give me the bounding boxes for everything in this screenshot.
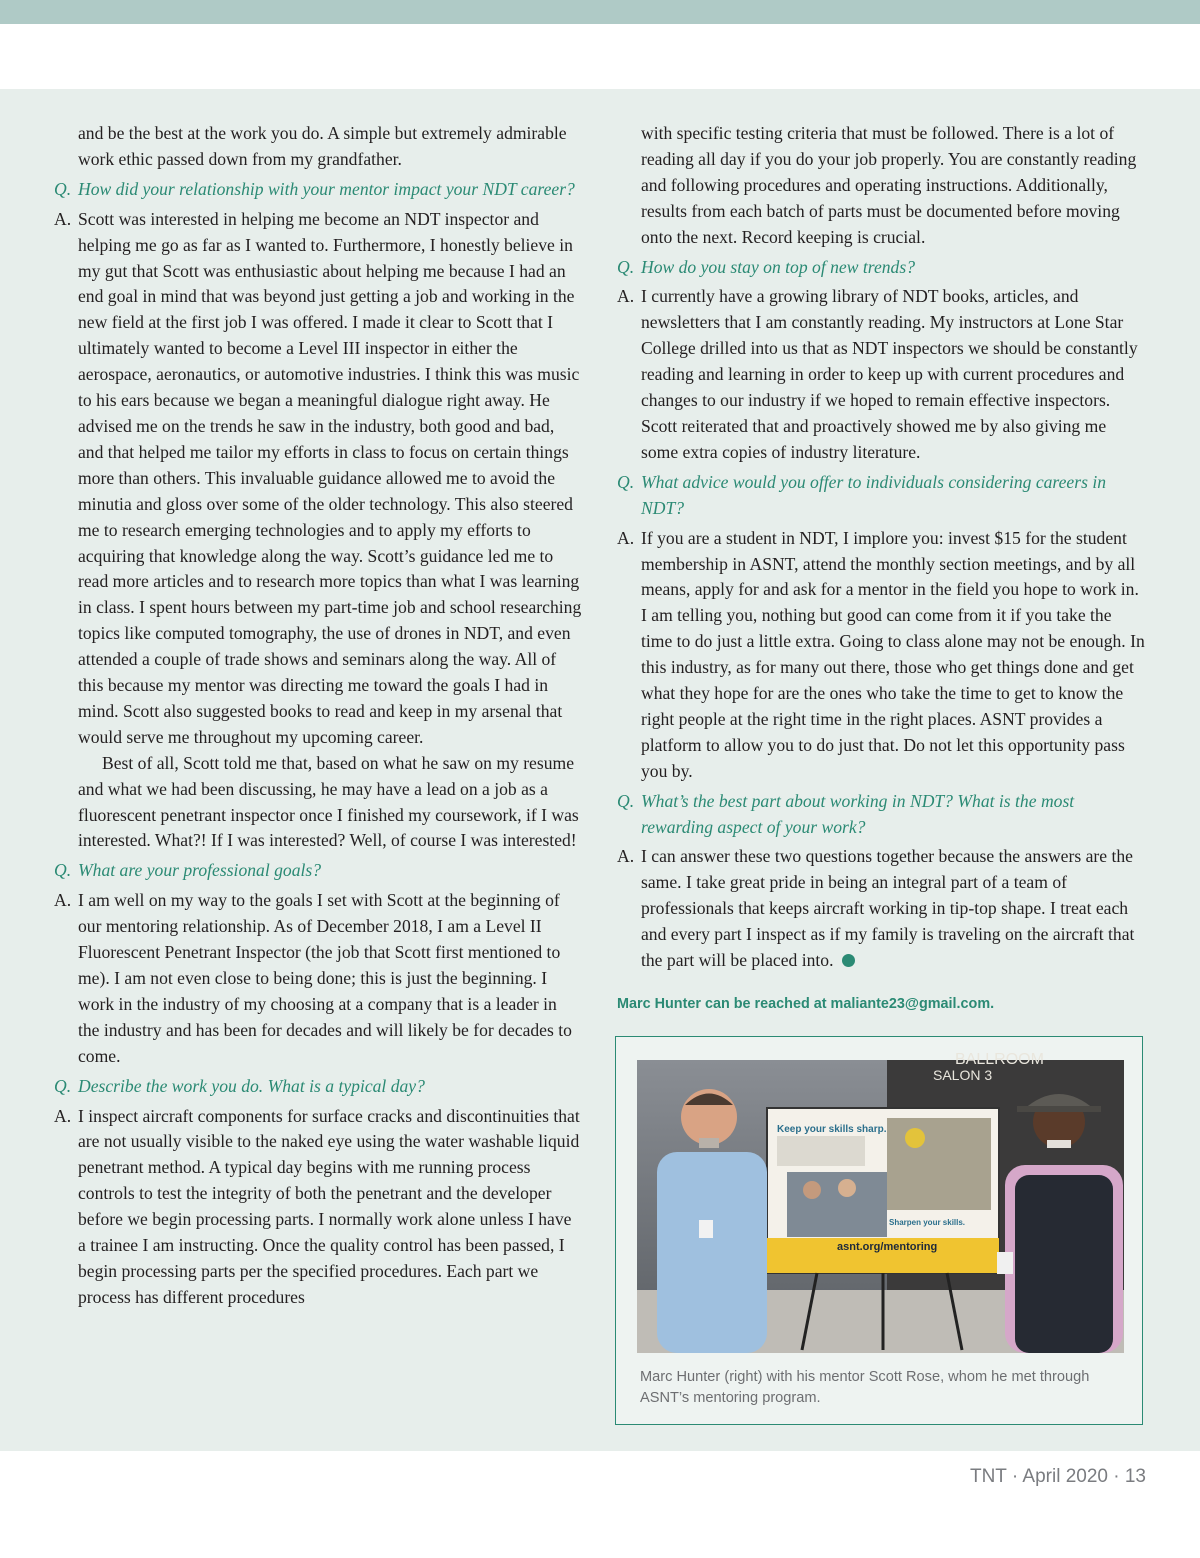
question-label: Q. <box>54 178 72 199</box>
answer-mentor-impact <box>54 207 582 751</box>
paragraph-continued: and be the best at the work you do. A simple but extremely admirable work ethic passed down from my grandfather. <box>78 123 567 169</box>
answer-advice <box>617 526 1145 785</box>
question-professional-goals <box>54 858 582 884</box>
answer-typical-day <box>54 1104 582 1311</box>
answer-label: A. <box>617 527 635 548</box>
right-column <box>617 121 1145 974</box>
person-left <box>657 1152 767 1353</box>
answer-text: If you are a student in NDT, I implore you: invest $15 for the student membership in ASNT, attend the monthly section meetings, and by all means, apply for and ask for a mentor in the field you hope to work in. I am telling you, nothing but good can come from it if you take the time to do just a little extra. Going to class alone may not be enough. In this industry, as for many out there, those who get things done and get what they hope for are the ones who take the time to get to know the right people at the right time in the right places. ASNT provides a platform to allow you to do just that. Do not let this opportunity pass you by. <box>641 527 1145 781</box>
photo-illustration <box>637 1051 1124 1353</box>
answer-professional-goals <box>54 888 582 1069</box>
answer-label: A. <box>617 846 635 867</box>
ballroom-sign-text: BALLROOM <box>955 1051 1044 1068</box>
salon-sign-text: SALON 3 <box>933 1067 993 1083</box>
question-label: Q. <box>617 790 635 811</box>
answer-text: I am well on my way to the goals I set with Scott at the beginning of our mentoring relationship. As of December 2018, I am a Level II Fluorescent Penetrant Inspector (the job that Scott first mentioned to me). I am not even close to being done; this is just the beginning. I work in the industry of my choosing at a company that is a leader in the industry and has been for decades and will likely be for decades to come. <box>78 890 572 1066</box>
question-best-part <box>617 789 1145 841</box>
question-text: Describe the work you do. What is a typical day? <box>78 1075 425 1096</box>
end-of-article-bullet-icon <box>842 954 855 967</box>
answer-typical-day-continued: with specific testing criteria that must be followed. There is a lot of reading all day if you do your job properly. You are constantly reading and following procedures and operating instructions. Additionally, results from each batch of parts must be documented before moving onto the next. Record keeping is crucial. <box>641 123 1137 247</box>
question-label: Q. <box>54 860 72 881</box>
question-label: Q. <box>617 471 635 492</box>
photo-sidebar <box>615 1036 1143 1425</box>
answer-label: A. <box>617 286 635 307</box>
author-contact: Marc Hunter can be reached at maliante23@gmail.com. <box>617 996 995 1012</box>
answer-label: A. <box>54 890 72 911</box>
question-text: What are your professional goals? <box>78 860 322 881</box>
answer-new-trends <box>617 284 1145 465</box>
question-advice <box>617 470 1145 522</box>
question-text: What’s the best part about working in NDT? What is the most rewarding aspect of your work? <box>641 790 1075 837</box>
answer-paragraph-2: Best of all, Scott told me that, based on what he saw on my resume and what we had been discussing, he may have a lead on a job as a fluorescent penetrant inspector once I finished my coursework, if I was interested. What?! If I was interested? Well, of course I was interested! <box>78 752 579 851</box>
answer-label: A. <box>54 1105 72 1126</box>
page-footer: TNT · April 2020 · 13 <box>969 1466 1146 1487</box>
photo-caption: Marc Hunter (right) with his mentor Scott Rose, whom he met through ASNT’s mentoring program. <box>640 1369 1090 1406</box>
left-column <box>54 121 582 1311</box>
mentor-photo <box>637 1051 1124 1353</box>
answer-text: Scott was interested in helping me become an NDT inspector and helping me go as far as I wanted to. Furthermore, I honestly believe in my gut that Scott was enthusiastic about helping me because I had an end goal in mind that was beyond just getting a job and working in the new field at the first job I was offered. I made it clear to Scott that I ultimately wanted to become a Level III inspector in either the aerospace, aeronautics, or automotive industries. I think this was music to his ears because we began a meaningful dialogue right away. He advised me on the trends he saw in the industry, both good and bad, and that helped me tailor my efforts in class to focus on certain things more than others. This invaluable guidance allowed me to avoid the minutia and gloss over some of the older technology. This also steered me to research emerging technologies and to apply my efforts to acquiring that knowledge along the way. Scott’s guidance led me to read more articles and to research more topics than what I was learning in class. I spent hours between my part-time job and school researching topics like computed tomography, the use of drones in NDT, and even attended a couple of trade shows and seminars along the way. All of this because my mentor was directing me toward the goals I had in mind. Scott also suggested books to read and keep in my arsenal that would serve me throughout my upcoming career. <box>78 208 582 747</box>
question-typical-day <box>54 1074 582 1100</box>
poster-url: asnt.org/mentoring <box>837 1241 938 1253</box>
poster-heading-2: Sharpen your skills. <box>889 1218 966 1227</box>
question-text: How did your relationship with your mentor impact your NDT career? <box>78 178 575 199</box>
answer-best-part <box>617 844 1145 974</box>
question-label: Q. <box>54 1075 72 1096</box>
answer-text: I inspect aircraft components for surface cracks and discontinuities that are not usually visible to the naked eye using the water washable liquid penetrant method. A typical day begins with me running process controls to test the integrity of both the penetrant and the developer before we begin processing parts. I normally work alone unless I have a trainee I am instructing. Once the quality control has been passed, I begin processing parts per the specified procedures. Each part we process has different procedures <box>78 1105 580 1307</box>
answer-text: I currently have a growing library of NDT books, articles, and newsletters that I am constantly reading. My instructors at Lone Star College drilled into us that as NDT inspectors we should be constantly reading and learning in order to keep up with current procedures and changes to our industry if we hoped to remain effective inspectors. Scott reiterated that and proactively showed me by also giving me some extra copies of industry literature. <box>641 286 1138 462</box>
answer-text: I can answer these two questions together because the answers are the same. I take great pride in being an integral part of a team of professionals that keeps aircraft working in tip-top shape. I treat each and every part I inspect as if my family is traveling on the aircraft that the part will be placed into. <box>641 846 1135 971</box>
question-new-trends <box>617 255 1145 281</box>
top-color-band <box>0 0 1200 24</box>
question-mentor-impact <box>54 177 582 203</box>
question-text: How do you stay on top of new trends? <box>641 256 915 277</box>
answer-label: A. <box>54 208 72 229</box>
question-text: What advice would you offer to individuals considering careers in NDT? <box>641 471 1107 518</box>
poster-heading-1: Keep your skills sharp. <box>777 1124 887 1135</box>
question-label: Q. <box>617 256 635 277</box>
